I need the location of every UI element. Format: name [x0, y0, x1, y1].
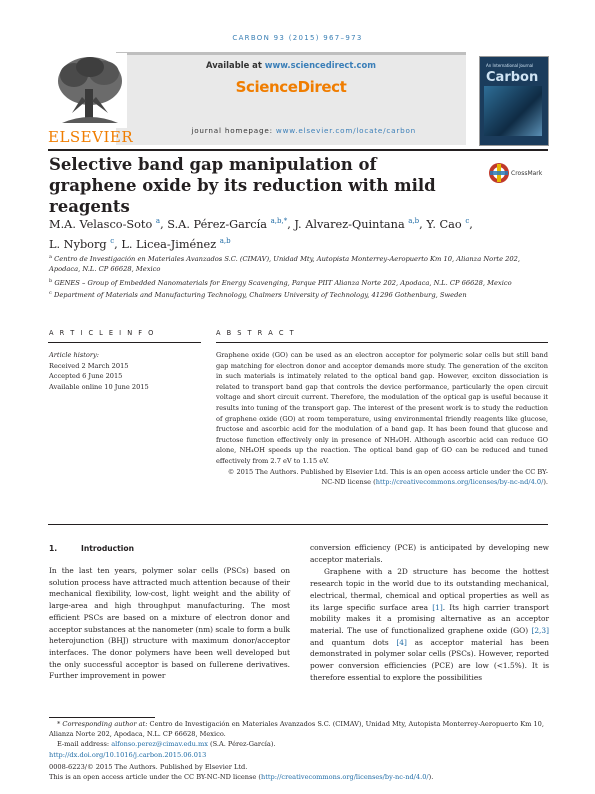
author-affil-sup[interactable]: a,b — [219, 237, 231, 246]
homepage-prefix: journal homepage: — [191, 126, 276, 135]
affiliation-c — [49, 288, 549, 300]
author-affil-sup[interactable]: c — [465, 217, 470, 225]
sciencedirect-link[interactable]: www.sciencedirect.com — [264, 60, 376, 70]
author-name[interactable]: M.A. Velasco-Soto — [49, 217, 153, 231]
affil-text: Department of Materials and Manufacturing Technology, Chalmers University of Technology, 41296 Gothenburg, Sweden — [53, 291, 467, 300]
author-name[interactable]: L. Licea-Jiménez — [121, 238, 217, 252]
doi-link[interactable]: http://dx.doi.org/10.1016/j.carbon.2015.06.013 — [49, 751, 207, 759]
accepted-date: Accepted 6 June 2015 — [49, 372, 123, 381]
crossmark-label[interactable]: CrossMark — [511, 170, 543, 177]
section-number: 1. — [49, 544, 58, 553]
elsevier-wordmark: ELSEVIER — [48, 128, 134, 146]
section-title: Introduction — [81, 544, 135, 553]
journal-homepage-line — [116, 126, 466, 135]
right-col-paragraph-1: conversion efficiency (PCE) is anticipated by developing new acceptor materials. — [310, 543, 549, 564]
affil-label: c — [49, 290, 52, 296]
author-affil-sup[interactable]: a,b,* — [270, 217, 288, 225]
corresponding-text: Centro de Investigación en Materiales Avanzados S.C. (CIMAV), Unidad Mty, Autopista Monterrey-Aeropuerto Km 10, Alianza Norte 202, Apodaca, N.L. CP 66628, Mexico. — [49, 720, 544, 738]
author-affil-sup[interactable]: c — [110, 237, 115, 246]
footnote-rule — [49, 717, 155, 718]
affiliation-a — [49, 252, 549, 274]
issn-line: 0008-6223/© 2015 The Authors. Published by Elsevier Ltd. — [49, 763, 248, 771]
oa-prefix: This is an open access article under the CC BY-NC-ND license ( — [49, 773, 261, 781]
para-text: Graphene with a 2D structure has become the hottest research topic in the world due to its outstanding mechanical, electrical, thermal, chemical and optical properties as well as its large specific surface area — [310, 567, 549, 612]
author-name[interactable]: J. Alvarez-Quintana — [294, 217, 405, 231]
article-title: Selective band gap manipulation of graphene oxide by its reduction with mild reagents — [49, 155, 436, 216]
journal-citation: CARBON 93 (2015) 967–973 — [232, 34, 363, 42]
body-left-column: In the last ten years, polymer solar cells (PSCs) based on solution process have attracted much attention because of their mechanical flexibility, low-cost, light weight and the ability of large-area and high throughput manufacturing. The most efficient PSCs are based on a mixture of electron donor and acceptor substances at the nanometer (nm) scale to form a bulk heterojunction (BHJ) structure with maximum donor/acceptor interfaces. The donor polymers have been well developed but the only successful acceptor is based on fullerene derivatives. Further improvement in power — [49, 566, 290, 681]
citation-link[interactable]: [1] — [432, 602, 443, 612]
elsevier-tree-logo — [52, 53, 127, 128]
sciencedirect-logo[interactable]: ScienceDirect — [235, 78, 347, 96]
para-text: . Its high carrier transport mobility makes it a promising alternative as an acceptor material. The use of functionalized graphene oxide (GO) — [310, 602, 549, 635]
article-history — [49, 350, 199, 392]
cover-title: Carbon — [486, 70, 539, 85]
abstract-text: Graphene oxide (GO) can be used as an electron acceptor for polymeric solar cells but still band gap matching for electron donor and acceptor demands more study. The generation of the exciton in such materials is intimately related to the optical band gap. However, exciton dissociation is related to transport band gap that controls the device performance, particularly the open circuit voltage and short circuit current. Therefore, the modulation of the optical gap is useful because it results into tuning of the transport gap. The interest of the present work is to study the reduction of graphene oxide (GO) at room temperature, using environmental friendly reagents like glucose, fructose and ascorbic acid for the modulation of a band gap. It has been found that glucose and fructose function effectively only in presence of NH₄OH. Although ascorbic acid can reduce GO alone, NH₄OH speeds up the reaction. The optical band gap of GO can be reduced and tuned effectively from 2.7 eV to 1.15 eV. — [216, 351, 548, 465]
abstract-license — [216, 467, 548, 488]
oa-suffix: ). — [428, 773, 434, 781]
author-list: M.A. Velasco-Soto $^a$, S.A. Pérez-García $^{a,b,*}$, J. Alvarez-Quintana $^{a,b}$, Y. Cao $^c$, L. Nyborg $^c$, L. Licea-Jiménez $^{a,b}$ — [49, 217, 473, 252]
cover-subtitle: An International Journal — [486, 63, 534, 68]
cover-artwork — [484, 86, 542, 136]
affil-label: b — [49, 278, 53, 284]
open-access-line — [49, 773, 549, 783]
affiliation-b — [49, 276, 549, 288]
author-name[interactable]: Y. Cao — [426, 217, 462, 231]
abstract-heading: A B S T R A C T — [216, 329, 296, 337]
email-note — [49, 740, 549, 750]
author-name[interactable]: L. Nyborg — [49, 238, 107, 252]
abstract-body — [216, 350, 548, 488]
history-label: Article history: — [49, 351, 99, 359]
license-suffix: ). — [543, 478, 548, 487]
online-date: Available online 10 June 2015 — [49, 382, 149, 391]
abstract-bottom-rule — [48, 524, 548, 525]
email-label: E-mail address: — [57, 740, 112, 748]
affil-text: Centro de Investigación en Materiales Avanzados S.C. (CIMAV), Unidad Mty, Autopista Monterrey-Aeropuerto Km 10, Alianza Norte 202, Apodaca, N.L. CP 66628, Mexico — [49, 255, 521, 274]
citation-link[interactable]: [2,3] — [531, 625, 549, 635]
para-text: as acceptor material has been demonstrated in polymer solar cells (PSCs). However, reported power conversion efficiencies (PCE) are low (<1.5%). It is therefore essential to explore the possibilities — [310, 637, 549, 682]
journal-homepage-link[interactable]: www.elsevier.com/locate/carbon — [275, 126, 416, 135]
corresponding-author-note — [49, 720, 549, 739]
email-suffix: (S.A. Pérez-García). — [207, 740, 276, 748]
corresponding-label: * Corresponding author at: — [57, 720, 148, 728]
affil-label: a — [49, 254, 52, 260]
author-affil-sup[interactable]: a,b — [408, 217, 420, 225]
oa-license-link[interactable]: http://creativecommons.org/licenses/by-nc-nd/4.0/ — [261, 773, 429, 781]
article-info-heading: A R T I C L E I N F O — [49, 329, 156, 337]
right-col-paragraph-2 — [310, 566, 549, 683]
email-link[interactable]: alfonso.perez@cimav.edu.mx — [111, 740, 208, 748]
abstract-rule — [216, 342, 548, 343]
article-info-rule — [48, 342, 201, 343]
available-at-line — [116, 60, 466, 70]
crossmark-icon[interactable] — [488, 162, 510, 184]
author-name[interactable]: S.A. Pérez-García — [167, 217, 267, 231]
section-heading — [49, 544, 134, 553]
available-prefix: Available at — [206, 60, 265, 70]
license-prefix: © 2015 The Authors. Published by Elsevier Ltd. This is an open access article under the CC BY-NC-ND license ( — [227, 467, 548, 487]
received-date: Received 2 March 2015 — [49, 361, 129, 370]
citation-link[interactable]: [4] — [396, 637, 407, 647]
para-text: and quantum dots — [310, 637, 397, 647]
affil-text: GENES – Group of Embedded Nanomaterials for Energy Scavenging, Parque PIIT Alianza Norte 202, Apodaca, N.L. CP 66628, Mexico — [54, 279, 512, 288]
body-right-column — [310, 542, 549, 683]
license-link[interactable]: http://creativecommons.org/licenses/by-nc-nd/4.0/ — [375, 478, 544, 487]
author-affil-sup[interactable]: a — [155, 217, 161, 225]
header-rule — [48, 149, 548, 151]
